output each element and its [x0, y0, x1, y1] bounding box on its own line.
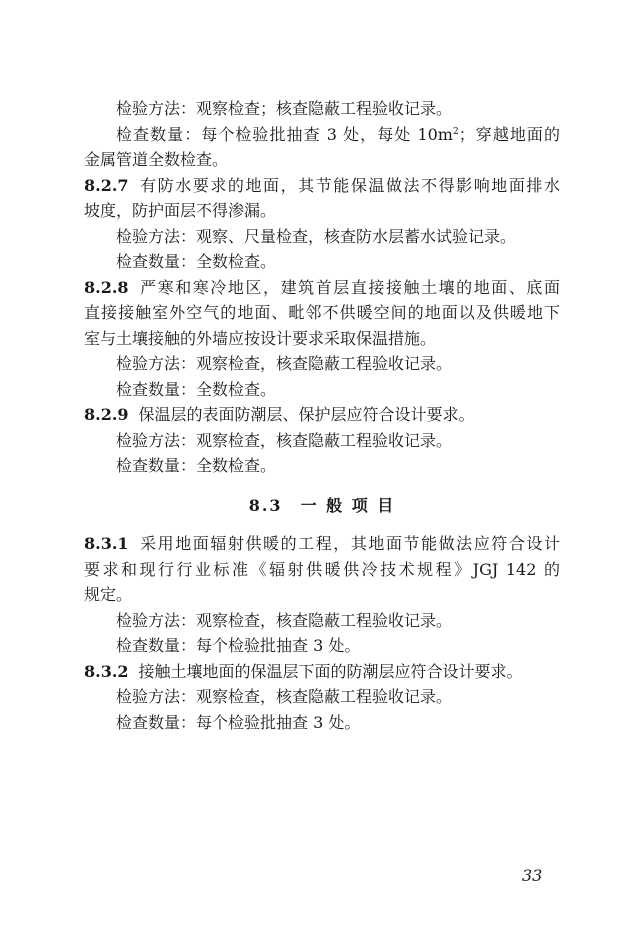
section-number: 8.3 — [248, 495, 283, 515]
inspection-method-line: 检验方法：观察、尺量检查，核查防水层蓄水试验记录。 — [116, 226, 517, 246]
section-title: 一 般 项 目 — [300, 495, 396, 515]
text-span: ；穿越地面的 — [458, 124, 560, 144]
inspection-quantity-line: 检查数量：全数检查。 — [116, 379, 277, 399]
clause-number: 8.2.8 — [84, 277, 129, 297]
inspection-method-line: 检验方法：观察检查；核查隐蔽工程验收记录。 — [116, 99, 453, 118]
clause-text: 采用地面辐射供暖的工程，其地面节能做法应符合设计 — [138, 534, 560, 553]
clause-8-3-2 — [84, 659, 560, 685]
page-number: 33 — [522, 866, 543, 885]
continuation-line: 室与土壤接触的外墙应按设计要求采取保温措施。 — [84, 328, 437, 348]
inspection-quantity-line: 检查数量：每个检验批抽查 3 处。 — [116, 712, 361, 732]
clause-text: 有防水要求的地面，其节能保温做法不得影响地面排水 — [138, 175, 560, 195]
continuation-line: 金属管道全数检查。 — [84, 150, 229, 169]
superscript: 2 — [452, 126, 459, 137]
continuation-line: 规定。 — [84, 585, 133, 604]
clause-8-3-1 — [84, 531, 560, 557]
inspection-quantity-line — [84, 122, 560, 148]
clause-number: 8.2.7 — [84, 175, 129, 195]
text-span: 检查数量：每个检验批抽查 3 处，每处 10m — [116, 124, 453, 144]
inspection-quantity-line: 检查数量：全数检查。 — [116, 252, 277, 271]
inspection-quantity-line: 检查数量：每个检验批抽查 3 处。 — [116, 636, 361, 655]
inspection-method-line: 检验方法：观察检查，核查隐蔽工程验收记录。 — [116, 610, 453, 630]
inspection-quantity-line: 检查数量：全数检查。 — [116, 456, 277, 475]
clause-8-2-9 — [84, 402, 560, 428]
clause-8-2-8 — [84, 275, 560, 301]
clause-text: 保温层的表面防潮层、保护层应符合设计要求。 — [138, 405, 475, 424]
section-heading — [84, 493, 560, 519]
clause-number: 8.2.9 — [84, 405, 129, 424]
inspection-method-line: 检验方法：观察检查，核查隐蔽工程验收记录。 — [116, 430, 453, 450]
clause-text: 严寒和寒冷地区，建筑首层直接接触土壤的地面、底面 — [138, 277, 560, 297]
continuation-line: 直接接触室外空气的地面、毗邻不供暖空间的地面以及供暖地下 — [84, 303, 560, 322]
clause-number: 8.3.1 — [84, 534, 129, 553]
continuation-line: 坡度，防护面层不得渗漏。 — [84, 201, 277, 220]
inspection-method-line: 检验方法：观察检查，核查隐蔽工程验收记录。 — [116, 354, 453, 373]
document-body — [84, 96, 560, 735]
inspection-method-line: 检验方法：观察检查，核查隐蔽工程验收记录。 — [116, 687, 453, 706]
clause-8-2-7 — [84, 173, 560, 199]
clause-number: 8.3.2 — [84, 661, 129, 681]
continuation-line: 要求和现行行业标准《辐射供暖供冷技术规程》JGJ 142 的 — [84, 559, 560, 579]
clause-text: 接触土壤地面的保温层下面的防潮层应符合设计要求。 — [138, 661, 523, 681]
